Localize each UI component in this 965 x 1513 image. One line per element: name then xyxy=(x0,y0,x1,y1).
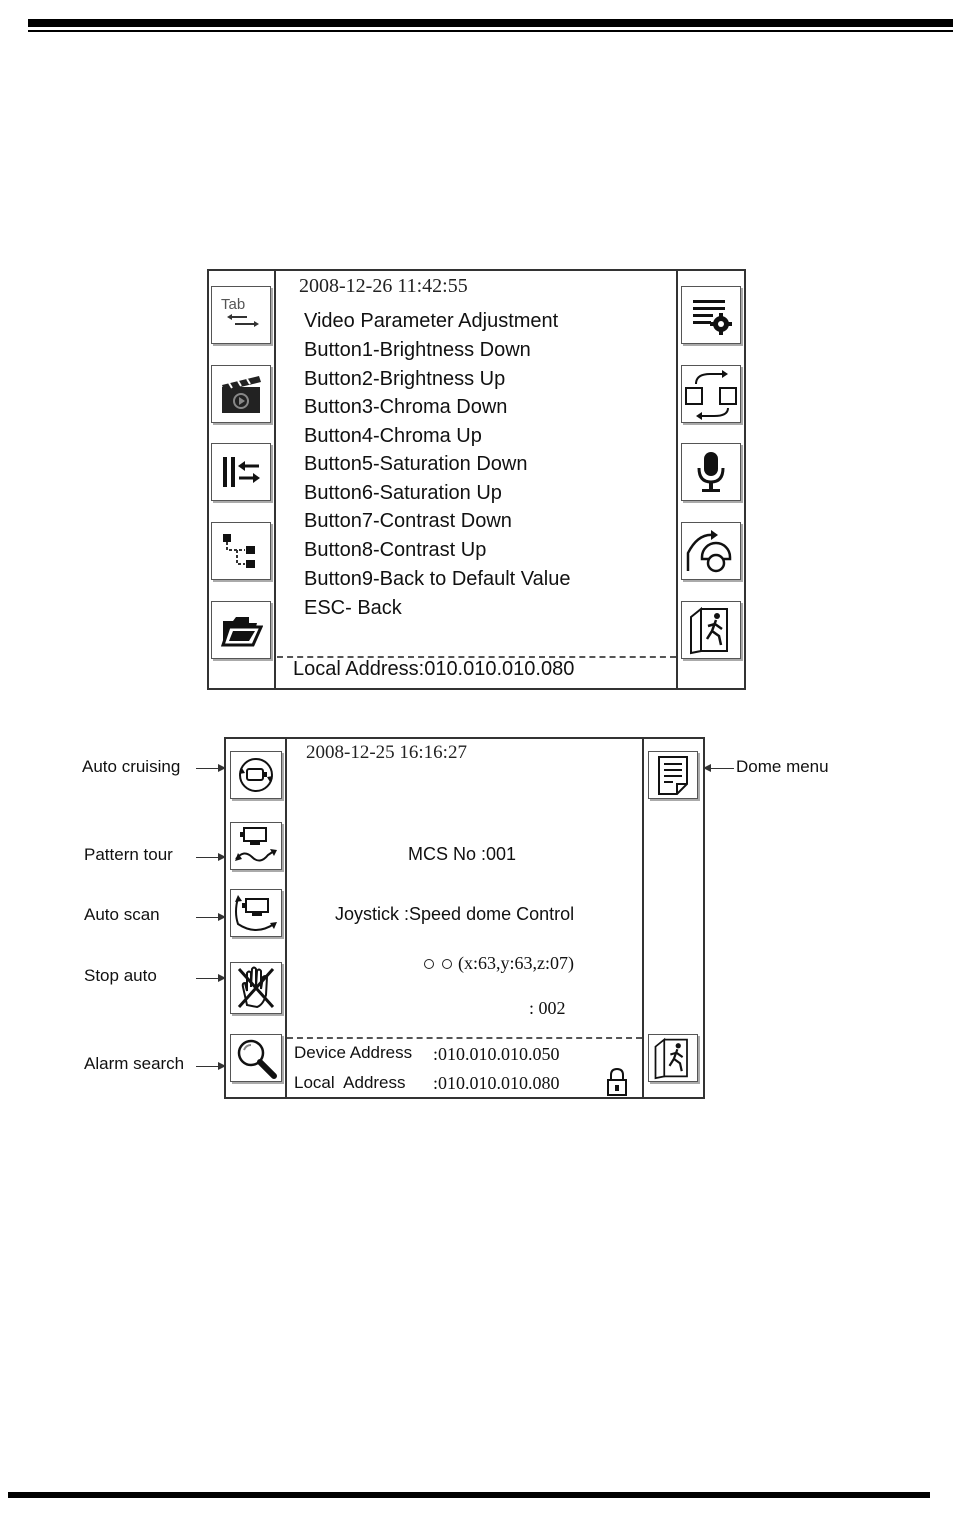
auto-scan-button[interactable] xyxy=(230,889,282,937)
settings-list-icon xyxy=(689,294,733,336)
joystick-coordinates xyxy=(424,953,574,974)
tab-label: Tab xyxy=(221,296,246,313)
callout-arrow xyxy=(196,978,225,979)
device-address-value: :010.010.010.050 xyxy=(433,1044,560,1064)
alarm-search-button[interactable] xyxy=(230,1034,282,1082)
header-rule-thick xyxy=(28,19,953,27)
device-address-label: Device Address xyxy=(294,1043,413,1062)
callout-auto-cruising: Auto cruising xyxy=(82,757,181,776)
switch-screens-button[interactable] xyxy=(681,365,741,423)
alarm-search-icon xyxy=(234,1036,278,1080)
screen1-title: Video Parameter Adjustment xyxy=(304,310,559,332)
menu-item-chroma-up[interactable]: Button4-Chroma Up xyxy=(304,425,482,447)
callout-arrow xyxy=(704,768,734,769)
joystick-mode: Joystick :Speed dome Control xyxy=(335,904,575,924)
status-dot-icon xyxy=(424,959,434,969)
screen1-timestamp: 2008-12-26 11:42:55 xyxy=(299,275,468,297)
right-toolbar xyxy=(676,271,744,688)
settings-list-button[interactable] xyxy=(681,286,741,344)
exit-door-icon xyxy=(652,1036,694,1080)
callout-arrow xyxy=(196,917,225,918)
sub-value: : 002 xyxy=(529,998,566,1018)
callout-arrow xyxy=(196,1066,225,1067)
exit-button[interactable] xyxy=(648,1034,698,1082)
pattern-tour-icon xyxy=(232,825,280,867)
status-dot-icon xyxy=(442,959,452,969)
left-toolbar xyxy=(209,271,276,688)
menu-item-brightness-up[interactable]: Button2-Brightness Up xyxy=(304,368,506,390)
dome-menu-button[interactable] xyxy=(648,751,698,799)
tree-structure-button[interactable] xyxy=(211,522,271,580)
right-toolbar xyxy=(642,739,703,1097)
screen1-local-address: Local Address:010.010.010.080 xyxy=(293,658,575,680)
callout-arrow xyxy=(196,768,225,769)
folder-open-button[interactable] xyxy=(211,601,271,659)
callout-dome-menu: Dome menu xyxy=(736,757,829,776)
transfer-button[interactable] xyxy=(211,443,271,501)
callout-auto-scan: Auto scan xyxy=(84,905,160,924)
switch-screens-icon xyxy=(684,368,738,420)
tab-switch-icon xyxy=(217,292,265,338)
exit-button[interactable] xyxy=(681,601,741,659)
stop-auto-icon xyxy=(235,965,277,1011)
header-rule-thin xyxy=(28,30,953,32)
video-parameter-screen xyxy=(207,269,746,690)
video-clapper-icon xyxy=(219,373,263,415)
menu-item-brightness-down[interactable]: Button1-Brightness Down xyxy=(304,339,531,361)
local-address-value: :010.010.010.080 xyxy=(433,1073,560,1093)
callout-pattern-tour: Pattern tour xyxy=(84,845,173,864)
screen2-divider xyxy=(287,1037,642,1039)
auto-cruising-button[interactable] xyxy=(230,751,282,799)
local-address-label: Local Address xyxy=(294,1073,406,1092)
microphone-icon xyxy=(689,450,733,494)
folder-open-icon xyxy=(219,609,263,651)
menu-item-saturation-down[interactable]: Button5-Saturation Down xyxy=(304,453,528,475)
menu-item-contrast-up[interactable]: Button8-Contrast Up xyxy=(304,539,487,561)
callout-alarm-search: Alarm search xyxy=(84,1054,185,1073)
menu-item-default-value[interactable]: Button9-Back to Default Value xyxy=(304,568,571,590)
dome-camera-icon xyxy=(684,527,738,575)
menu-item-esc-back[interactable]: ESC- Back xyxy=(304,597,402,619)
lock-icon xyxy=(606,1067,628,1097)
exit-door-icon xyxy=(687,605,735,655)
transfer-arrows-icon xyxy=(219,451,263,493)
tab-switch-button[interactable] xyxy=(211,286,271,344)
microphone-button[interactable] xyxy=(681,443,741,501)
screen2-timestamp: 2008-12-25 16:16:27 xyxy=(306,742,467,763)
left-toolbar xyxy=(226,739,287,1097)
auto-cruising-icon xyxy=(234,754,278,796)
dome-menu-icon xyxy=(653,754,693,796)
dome-camera-button[interactable] xyxy=(681,522,741,580)
mcs-number: MCS No :001 xyxy=(408,844,517,864)
auto-scan-icon xyxy=(232,892,280,934)
footer-rule xyxy=(8,1492,930,1498)
callout-stop-auto: Stop auto xyxy=(84,966,157,985)
menu-item-saturation-up[interactable]: Button6-Saturation Up xyxy=(304,482,502,504)
callout-arrow xyxy=(196,857,225,858)
menu-item-chroma-down[interactable]: Button3-Chroma Down xyxy=(304,396,508,418)
tree-structure-icon xyxy=(219,530,263,572)
video-clapper-button[interactable] xyxy=(211,365,271,423)
coordinate-readout: (x:63,y:63,z:07) xyxy=(458,953,574,973)
pattern-tour-button[interactable] xyxy=(230,822,282,870)
speed-dome-screen xyxy=(224,737,705,1099)
menu-item-contrast-down[interactable]: Button7-Contrast Down xyxy=(304,510,512,532)
stop-auto-button[interactable] xyxy=(230,962,282,1014)
